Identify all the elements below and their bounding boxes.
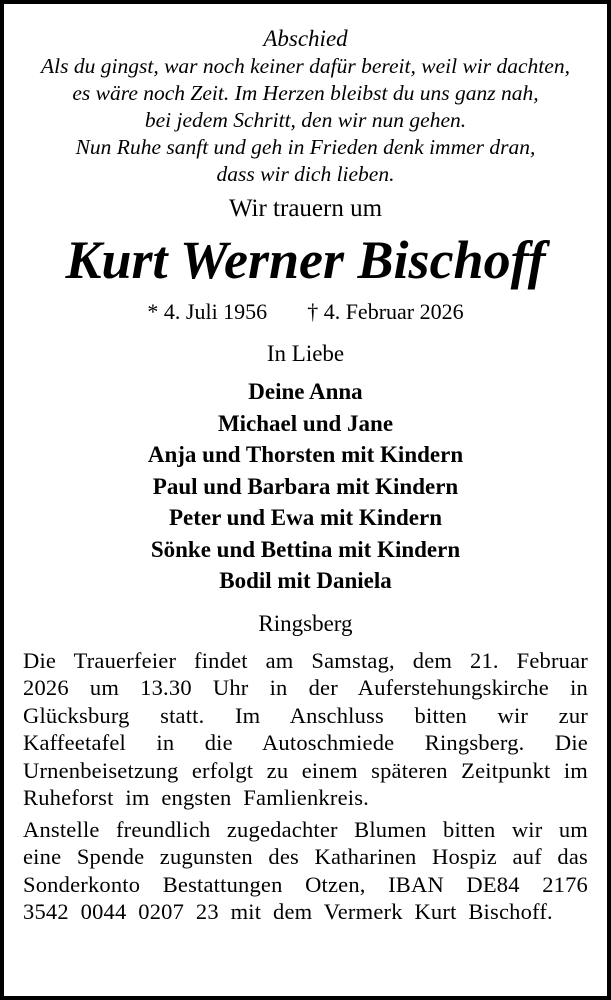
death-date: † 4. Februar 2026	[307, 299, 464, 324]
poem-line: es wäre noch Zeit. Im Herzen bleibst du uns ganz nah,	[72, 81, 539, 105]
poem-line: Nun Ruhe sanft und geh in Frieden denk immer dran,	[75, 135, 536, 159]
mourner-line: Paul und Barbara mit Kindern	[152, 473, 459, 499]
life-dates	[20, 298, 591, 326]
birth-date: * 4. Juli 1956	[147, 299, 268, 324]
poem-line: Als du gingst, war noch keiner dafür bereit, weil wir dachten,	[41, 54, 570, 78]
mourner-line: Sönke und Bettina mit Kindern	[150, 536, 461, 562]
notice-header: Abschied	[263, 26, 348, 51]
place-line: Ringsberg	[258, 610, 353, 636]
deceased-name: Kurt Werner Bischoff	[65, 230, 546, 290]
poem-line: dass wir dich lieben.	[216, 162, 395, 186]
mourner-line: Bodil mit Daniela	[219, 568, 392, 593]
farewell-poem	[20, 53, 591, 188]
mourner-line: Anja und Thorsten mit Kindern	[147, 442, 464, 467]
poem-line: bei jedem Schritt, den wir nun gehen.	[144, 108, 467, 132]
in-love-line: In Liebe	[266, 341, 345, 366]
mourners-list	[20, 376, 591, 597]
mourner-line: Michael und Jane	[217, 410, 394, 436]
mourning-intro: Wir trauern um	[228, 195, 383, 222]
donation-info-paragraph: Anstelle freundlich zugedachter Blumen bitten wir um eine Spende zugunsten des Katharinen Hospiz auf das Sonderkonto Bestattungen Otzen, IBAN DE84 2176 3542 0044 0207 23 mit dem Vermerk Kurt Bischoff.	[23, 816, 588, 924]
mourner-line: Peter und Ewa mit Kindern	[168, 505, 443, 530]
funeral-info-paragraph: Die Trauerfeier findet am Samstag, dem 21. Februar 2026 um 13.30 Uhr in der Auferstehungskirche in Glücksburg statt. Im Anschluss bitten wir zur Kaffeetafel in die Autoschmiede Ringsberg. Die Urnenbeisetzung erfolgt zu einem späteren Zeitpunkt im Ruheforst im engsten Famlienkreis.	[23, 647, 588, 810]
mourner-line: Deine Anna	[248, 379, 363, 404]
